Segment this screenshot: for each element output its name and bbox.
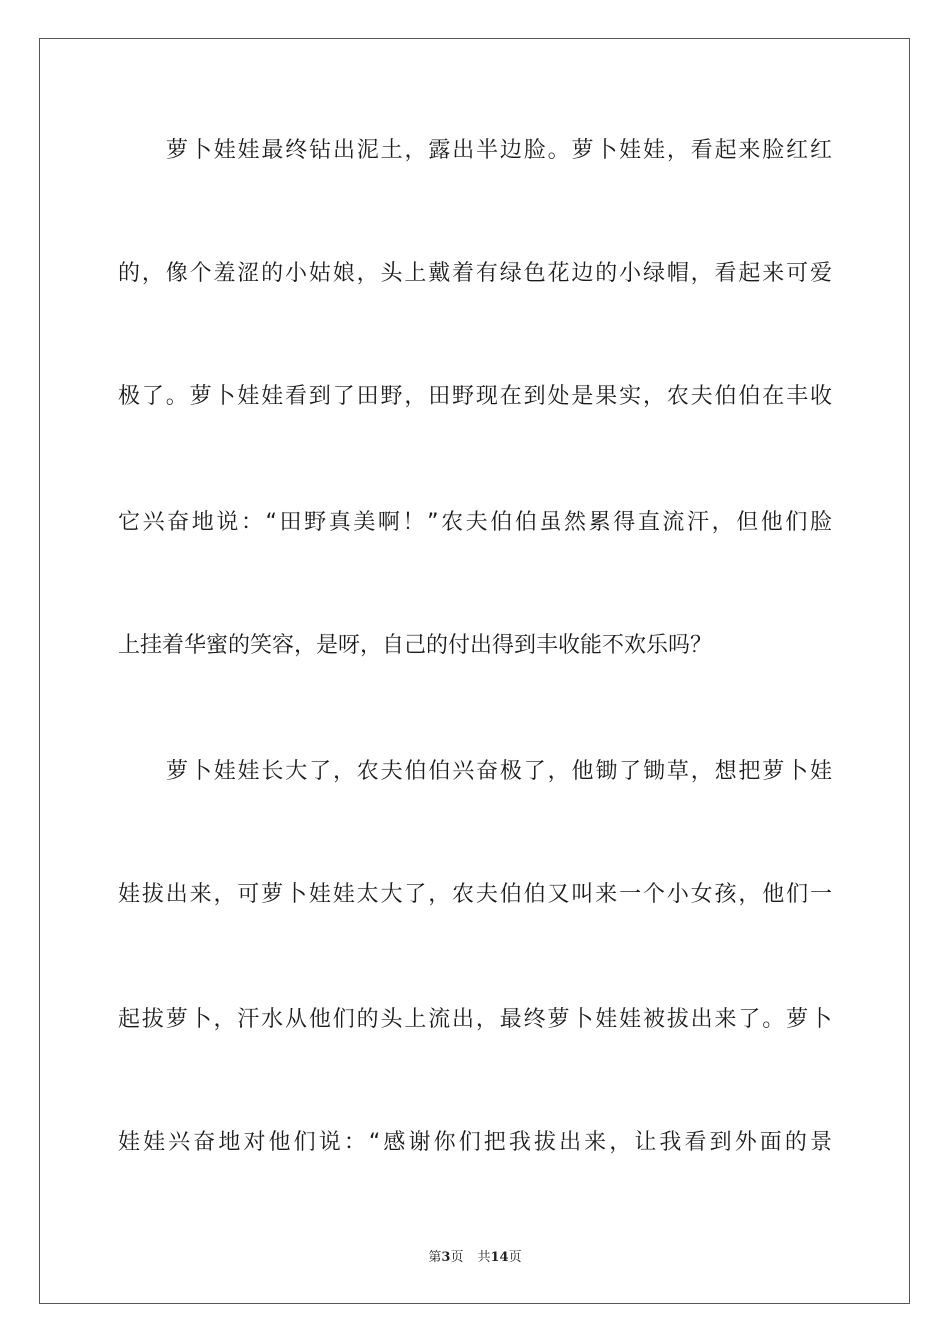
page-number: 3: [441, 1250, 451, 1265]
text-line: 萝卜娃娃最终钻出泥土，露出半边脸。萝卜娃娃，看起来脸红红: [166, 138, 832, 163]
total-prefix: 共: [477, 1250, 491, 1265]
text-line: 萝卜娃娃长大了，农夫伯伯兴奋极了，他锄了锄草，想把萝卜娃: [166, 759, 832, 784]
text-line: 娃娃兴奋地对他们说：“感谢你们把我拔出来，让我看到外面的景: [118, 1130, 832, 1155]
text-line: 的，像个羞涩的小姑娘，头上戴着有绿色花边的小绿帽，看起来可爱: [118, 261, 832, 286]
page-prefix: 第: [428, 1250, 442, 1265]
total-pages: 14: [490, 1250, 509, 1265]
page-border: [39, 38, 910, 1304]
total-suffix: 页: [508, 1250, 522, 1265]
text-line: 娃拔出来，可萝卜娃娃太大了，农夫伯伯又叫来一个小女孩，他们一: [118, 882, 832, 907]
text-line: 上挂着华蜜的笑容，是呀，自己的付出得到丰收能不欢乐吗？: [118, 633, 713, 658]
text-line: 它兴奋地说：“田野真美啊！”农夫伯伯虽然累得直流汗，但他们脸: [118, 510, 832, 535]
page-footer: [0, 1246, 950, 1265]
text-line: 起拔萝卜，汗水从他们的头上流出，最终萝卜娃娃被拔出来了。萝卜: [118, 1007, 832, 1032]
page-suffix: 页: [450, 1250, 464, 1265]
text-line: 极了。萝卜娃娃看到了田野，田野现在到处是果实，农夫伯伯在丰收: [118, 384, 832, 409]
